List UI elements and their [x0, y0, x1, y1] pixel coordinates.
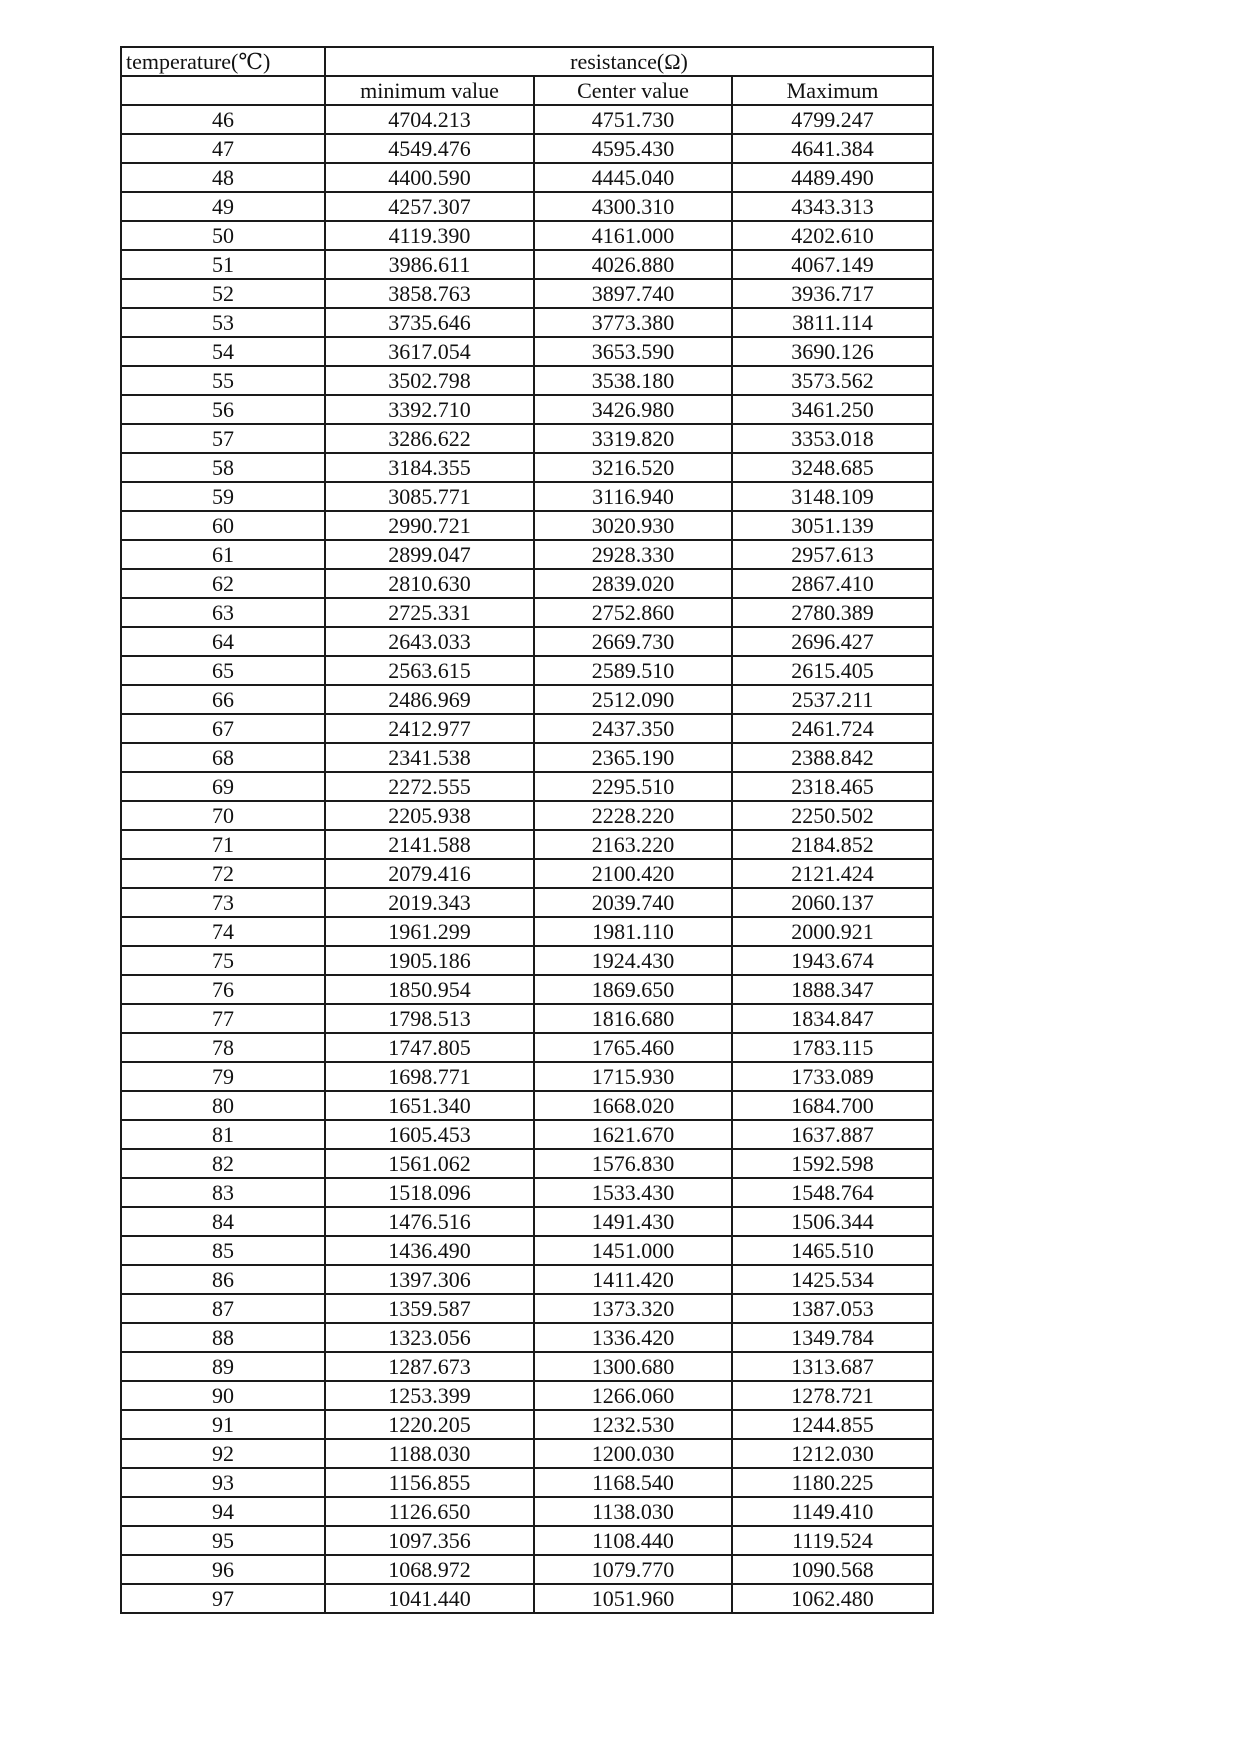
max-value-cell: 2060.137: [732, 888, 933, 917]
center-value-cell: 1621.670: [534, 1120, 732, 1149]
min-value-cell: 3184.355: [325, 453, 534, 482]
min-value-cell: 2486.969: [325, 685, 534, 714]
temperature-cell: 95: [121, 1526, 325, 1555]
min-value-cell: 3085.771: [325, 482, 534, 511]
max-value-cell: 1349.784: [732, 1323, 933, 1352]
min-value-cell: 2990.721: [325, 511, 534, 540]
max-value-cell: 3936.717: [732, 279, 933, 308]
max-value-cell: 3248.685: [732, 453, 933, 482]
min-value-cell: 3735.646: [325, 308, 534, 337]
max-value-cell: 2318.465: [732, 772, 933, 801]
min-value-cell: 1220.205: [325, 1410, 534, 1439]
min-value-cell: 2899.047: [325, 540, 534, 569]
max-value-cell: 4799.247: [732, 105, 933, 134]
temperature-cell: 72: [121, 859, 325, 888]
min-value-cell: 4119.390: [325, 221, 534, 250]
temperature-cell: 60: [121, 511, 325, 540]
temperature-cell: 65: [121, 656, 325, 685]
temperature-cell: 86: [121, 1265, 325, 1294]
min-value-cell: 1905.186: [325, 946, 534, 975]
max-value-cell: 3690.126: [732, 337, 933, 366]
max-value-cell: 1313.687: [732, 1352, 933, 1381]
table-row: [121, 772, 933, 801]
min-value-cell: 3858.763: [325, 279, 534, 308]
center-value-cell: 1869.650: [534, 975, 732, 1004]
max-value-cell: 1506.344: [732, 1207, 933, 1236]
table-row: [121, 1410, 933, 1439]
center-value-cell: 1232.530: [534, 1410, 732, 1439]
max-value-cell: 4489.490: [732, 163, 933, 192]
temperature-cell: 79: [121, 1062, 325, 1091]
center-value-cell: 4026.880: [534, 250, 732, 279]
max-value-cell: 4067.149: [732, 250, 933, 279]
center-value-cell: 2039.740: [534, 888, 732, 917]
center-value-cell: 1079.770: [534, 1555, 732, 1584]
temperature-cell: 78: [121, 1033, 325, 1062]
max-value-cell: 1212.030: [732, 1439, 933, 1468]
header-row-top: [121, 47, 933, 76]
table-row: [121, 1555, 933, 1584]
table-row: [121, 1439, 933, 1468]
center-value-cell: 2589.510: [534, 656, 732, 685]
min-value-cell: 1156.855: [325, 1468, 534, 1497]
max-value-cell: 2121.424: [732, 859, 933, 888]
table-row: [121, 540, 933, 569]
center-value-cell: 3897.740: [534, 279, 732, 308]
center-value-cell: 2228.220: [534, 801, 732, 830]
min-value-cell: 1476.516: [325, 1207, 534, 1236]
min-value-cell: 2079.416: [325, 859, 534, 888]
center-value-cell: 2295.510: [534, 772, 732, 801]
temperature-cell: 96: [121, 1555, 325, 1584]
table-row: [121, 337, 933, 366]
max-value-cell: 1180.225: [732, 1468, 933, 1497]
min-value-cell: 2643.033: [325, 627, 534, 656]
temperature-cell: 46: [121, 105, 325, 134]
max-value-cell: 1888.347: [732, 975, 933, 1004]
max-value-cell: 1387.053: [732, 1294, 933, 1323]
min-value-header: minimum value: [325, 76, 534, 105]
max-value-cell: 1637.887: [732, 1120, 933, 1149]
temperature-cell: 64: [121, 627, 325, 656]
temperature-cell: 67: [121, 714, 325, 743]
center-value-cell: 3319.820: [534, 424, 732, 453]
table-row: [121, 1236, 933, 1265]
temperature-cell: 54: [121, 337, 325, 366]
center-value-cell: 3538.180: [534, 366, 732, 395]
center-value-cell: 2669.730: [534, 627, 732, 656]
temperature-cell: 48: [121, 163, 325, 192]
table-header: [121, 47, 933, 105]
max-value-cell: 1425.534: [732, 1265, 933, 1294]
temperature-cell: 90: [121, 1381, 325, 1410]
max-value-cell: 2388.842: [732, 743, 933, 772]
min-value-cell: 3392.710: [325, 395, 534, 424]
max-value-cell: 2537.211: [732, 685, 933, 714]
center-value-cell: 1300.680: [534, 1352, 732, 1381]
temperature-cell: 63: [121, 598, 325, 627]
min-value-cell: 1041.440: [325, 1584, 534, 1613]
max-value-cell: 2184.852: [732, 830, 933, 859]
temperature-cell: 55: [121, 366, 325, 395]
temperature-cell: 77: [121, 1004, 325, 1033]
temperature-cell: 93: [121, 1468, 325, 1497]
max-value-cell: 2957.613: [732, 540, 933, 569]
table-row: [121, 1526, 933, 1555]
center-value-cell: 1981.110: [534, 917, 732, 946]
table-row: [121, 1062, 933, 1091]
table-row: [121, 1265, 933, 1294]
max-value-cell: 4641.384: [732, 134, 933, 163]
max-value-cell: 3811.114: [732, 308, 933, 337]
temperature-cell: 50: [121, 221, 325, 250]
temperature-cell: 91: [121, 1410, 325, 1439]
max-value-cell: 2867.410: [732, 569, 933, 598]
table-row: [121, 366, 933, 395]
table-row: [121, 1207, 933, 1236]
table-row: [121, 1497, 933, 1526]
min-value-cell: 1126.650: [325, 1497, 534, 1526]
center-value-cell: 2752.860: [534, 598, 732, 627]
max-value-cell: 3051.139: [732, 511, 933, 540]
center-value-cell: 1108.440: [534, 1526, 732, 1555]
table-row: [121, 975, 933, 1004]
min-value-cell: 4704.213: [325, 105, 534, 134]
table-row: [121, 1091, 933, 1120]
max-value-cell: 3353.018: [732, 424, 933, 453]
center-value-cell: 1576.830: [534, 1149, 732, 1178]
max-value-cell: 2615.405: [732, 656, 933, 685]
temperature-cell: 69: [121, 772, 325, 801]
temperature-cell: 97: [121, 1584, 325, 1613]
temperature-header-blank: [121, 76, 325, 105]
table-row: [121, 743, 933, 772]
table-row: [121, 1468, 933, 1497]
table-row: [121, 830, 933, 859]
center-value-cell: 1451.000: [534, 1236, 732, 1265]
temperature-cell: 66: [121, 685, 325, 714]
max-value-cell: 2780.389: [732, 598, 933, 627]
temperature-cell: 71: [121, 830, 325, 859]
min-value-cell: 4400.590: [325, 163, 534, 192]
resistance-header: resistance(Ω): [325, 47, 933, 76]
center-value-cell: 2928.330: [534, 540, 732, 569]
min-value-cell: 1253.399: [325, 1381, 534, 1410]
center-value-cell: 1168.540: [534, 1468, 732, 1497]
table-row: [121, 482, 933, 511]
max-value-cell: 1062.480: [732, 1584, 933, 1613]
max-value-cell: 1834.847: [732, 1004, 933, 1033]
table-row: [121, 1381, 933, 1410]
table-row: [121, 569, 933, 598]
table-row: [121, 1004, 933, 1033]
temperature-cell: 92: [121, 1439, 325, 1468]
min-value-cell: 1605.453: [325, 1120, 534, 1149]
center-value-cell: 4161.000: [534, 221, 732, 250]
min-value-cell: 2141.588: [325, 830, 534, 859]
min-value-cell: 1747.805: [325, 1033, 534, 1062]
temperature-cell: 49: [121, 192, 325, 221]
min-value-cell: 1698.771: [325, 1062, 534, 1091]
center-value-cell: 2437.350: [534, 714, 732, 743]
max-value-cell: 4202.610: [732, 221, 933, 250]
table-row: [121, 888, 933, 917]
table-row: [121, 685, 933, 714]
table-row: [121, 279, 933, 308]
center-value-cell: 4595.430: [534, 134, 732, 163]
table-row: [121, 627, 933, 656]
min-value-cell: 3286.622: [325, 424, 534, 453]
table-row: [121, 1033, 933, 1062]
min-value-cell: 2725.331: [325, 598, 534, 627]
min-value-cell: 1323.056: [325, 1323, 534, 1352]
temperature-cell: 94: [121, 1497, 325, 1526]
min-value-cell: 1097.356: [325, 1526, 534, 1555]
table-row: [121, 801, 933, 830]
table-row: [121, 511, 933, 540]
table-row: [121, 163, 933, 192]
max-value-cell: 1733.089: [732, 1062, 933, 1091]
max-value-cell: 2461.724: [732, 714, 933, 743]
min-value-cell: 2272.555: [325, 772, 534, 801]
table-row: [121, 1294, 933, 1323]
min-value-cell: 1850.954: [325, 975, 534, 1004]
temperature-cell: 87: [121, 1294, 325, 1323]
table-row: [121, 424, 933, 453]
temperature-cell: 61: [121, 540, 325, 569]
temperature-cell: 84: [121, 1207, 325, 1236]
max-value-cell: 2000.921: [732, 917, 933, 946]
table-row: [121, 598, 933, 627]
min-value-cell: 4549.476: [325, 134, 534, 163]
temperature-cell: 58: [121, 453, 325, 482]
table-row: [121, 1584, 933, 1613]
temperature-cell: 76: [121, 975, 325, 1004]
max-value-cell: 1090.568: [732, 1555, 933, 1584]
min-value-cell: 1397.306: [325, 1265, 534, 1294]
min-value-cell: 1287.673: [325, 1352, 534, 1381]
table-row: [121, 917, 933, 946]
min-value-cell: 1961.299: [325, 917, 534, 946]
header-row-sub: [121, 76, 933, 105]
max-value-header: Maximum: [732, 76, 933, 105]
center-value-cell: 1373.320: [534, 1294, 732, 1323]
table-row: [121, 192, 933, 221]
center-value-cell: 1051.960: [534, 1584, 732, 1613]
temperature-cell: 68: [121, 743, 325, 772]
max-value-cell: 1783.115: [732, 1033, 933, 1062]
center-value-cell: 3426.980: [534, 395, 732, 424]
min-value-cell: 3502.798: [325, 366, 534, 395]
center-value-cell: 1266.060: [534, 1381, 732, 1410]
center-value-cell: 2163.220: [534, 830, 732, 859]
max-value-cell: 3461.250: [732, 395, 933, 424]
center-value-cell: 2365.190: [534, 743, 732, 772]
min-value-cell: 1188.030: [325, 1439, 534, 1468]
min-value-cell: 2810.630: [325, 569, 534, 598]
temperature-cell: 70: [121, 801, 325, 830]
min-value-cell: 4257.307: [325, 192, 534, 221]
min-value-cell: 1436.490: [325, 1236, 534, 1265]
table-row: [121, 250, 933, 279]
min-value-cell: 2205.938: [325, 801, 534, 830]
temperature-cell: 47: [121, 134, 325, 163]
temperature-cell: 85: [121, 1236, 325, 1265]
table-row: [121, 105, 933, 134]
temperature-cell: 75: [121, 946, 325, 975]
table-row: [121, 946, 933, 975]
min-value-cell: 1068.972: [325, 1555, 534, 1584]
table-row: [121, 656, 933, 685]
temperature-cell: 52: [121, 279, 325, 308]
max-value-cell: 1548.764: [732, 1178, 933, 1207]
max-value-cell: 1278.721: [732, 1381, 933, 1410]
temperature-cell: 81: [121, 1120, 325, 1149]
center-value-cell: 3773.380: [534, 308, 732, 337]
min-value-cell: 2412.977: [325, 714, 534, 743]
center-value-cell: 3216.520: [534, 453, 732, 482]
temperature-header: temperature(℃): [121, 47, 325, 76]
max-value-cell: 2696.427: [732, 627, 933, 656]
max-value-cell: 1592.598: [732, 1149, 933, 1178]
table-row: [121, 1352, 933, 1381]
resistance-table: [120, 46, 934, 1614]
temperature-cell: 59: [121, 482, 325, 511]
min-value-cell: 1359.587: [325, 1294, 534, 1323]
center-value-cell: 2839.020: [534, 569, 732, 598]
min-value-cell: 3617.054: [325, 337, 534, 366]
table-row: [121, 859, 933, 888]
min-value-cell: 2019.343: [325, 888, 534, 917]
min-value-cell: 3986.611: [325, 250, 534, 279]
center-value-cell: 1138.030: [534, 1497, 732, 1526]
center-value-cell: 1715.930: [534, 1062, 732, 1091]
center-value-cell: 1491.430: [534, 1207, 732, 1236]
table-row: [121, 1120, 933, 1149]
center-value-cell: 4751.730: [534, 105, 732, 134]
table-body: [121, 105, 933, 1613]
center-value-cell: 4445.040: [534, 163, 732, 192]
max-value-cell: 3573.562: [732, 366, 933, 395]
max-value-cell: 1465.510: [732, 1236, 933, 1265]
max-value-cell: 1244.855: [732, 1410, 933, 1439]
center-value-cell: 1200.030: [534, 1439, 732, 1468]
temperature-cell: 51: [121, 250, 325, 279]
temperature-cell: 57: [121, 424, 325, 453]
max-value-cell: 1943.674: [732, 946, 933, 975]
table-row: [121, 453, 933, 482]
temperature-cell: 88: [121, 1323, 325, 1352]
table-row: [121, 1323, 933, 1352]
center-value-cell: 2100.420: [534, 859, 732, 888]
table-row: [121, 308, 933, 337]
max-value-cell: 3148.109: [732, 482, 933, 511]
center-value-cell: 1533.430: [534, 1178, 732, 1207]
temperature-cell: 53: [121, 308, 325, 337]
center-value-cell: 1765.460: [534, 1033, 732, 1062]
min-value-cell: 1561.062: [325, 1149, 534, 1178]
table-row: [121, 1149, 933, 1178]
table-row: [121, 221, 933, 250]
table-row: [121, 1178, 933, 1207]
center-value-cell: 3653.590: [534, 337, 732, 366]
temperature-cell: 89: [121, 1352, 325, 1381]
max-value-cell: 1149.410: [732, 1497, 933, 1526]
center-value-cell: 3020.930: [534, 511, 732, 540]
temperature-cell: 74: [121, 917, 325, 946]
temperature-cell: 83: [121, 1178, 325, 1207]
min-value-cell: 2341.538: [325, 743, 534, 772]
temperature-cell: 82: [121, 1149, 325, 1178]
min-value-cell: 1651.340: [325, 1091, 534, 1120]
min-value-cell: 1518.096: [325, 1178, 534, 1207]
table-row: [121, 134, 933, 163]
temperature-cell: 73: [121, 888, 325, 917]
center-value-cell: 2512.090: [534, 685, 732, 714]
center-value-cell: 1924.430: [534, 946, 732, 975]
table-row: [121, 714, 933, 743]
max-value-cell: 4343.313: [732, 192, 933, 221]
center-value-cell: 1816.680: [534, 1004, 732, 1033]
max-value-cell: 1119.524: [732, 1526, 933, 1555]
min-value-cell: 2563.615: [325, 656, 534, 685]
center-value-cell: 1411.420: [534, 1265, 732, 1294]
center-value-cell: 1336.420: [534, 1323, 732, 1352]
center-value-cell: 4300.310: [534, 192, 732, 221]
temperature-cell: 80: [121, 1091, 325, 1120]
table-row: [121, 395, 933, 424]
center-value-cell: 1668.020: [534, 1091, 732, 1120]
min-value-cell: 1798.513: [325, 1004, 534, 1033]
center-value-header: Center value: [534, 76, 732, 105]
temperature-cell: 56: [121, 395, 325, 424]
center-value-cell: 3116.940: [534, 482, 732, 511]
max-value-cell: 1684.700: [732, 1091, 933, 1120]
temperature-cell: 62: [121, 569, 325, 598]
max-value-cell: 2250.502: [732, 801, 933, 830]
